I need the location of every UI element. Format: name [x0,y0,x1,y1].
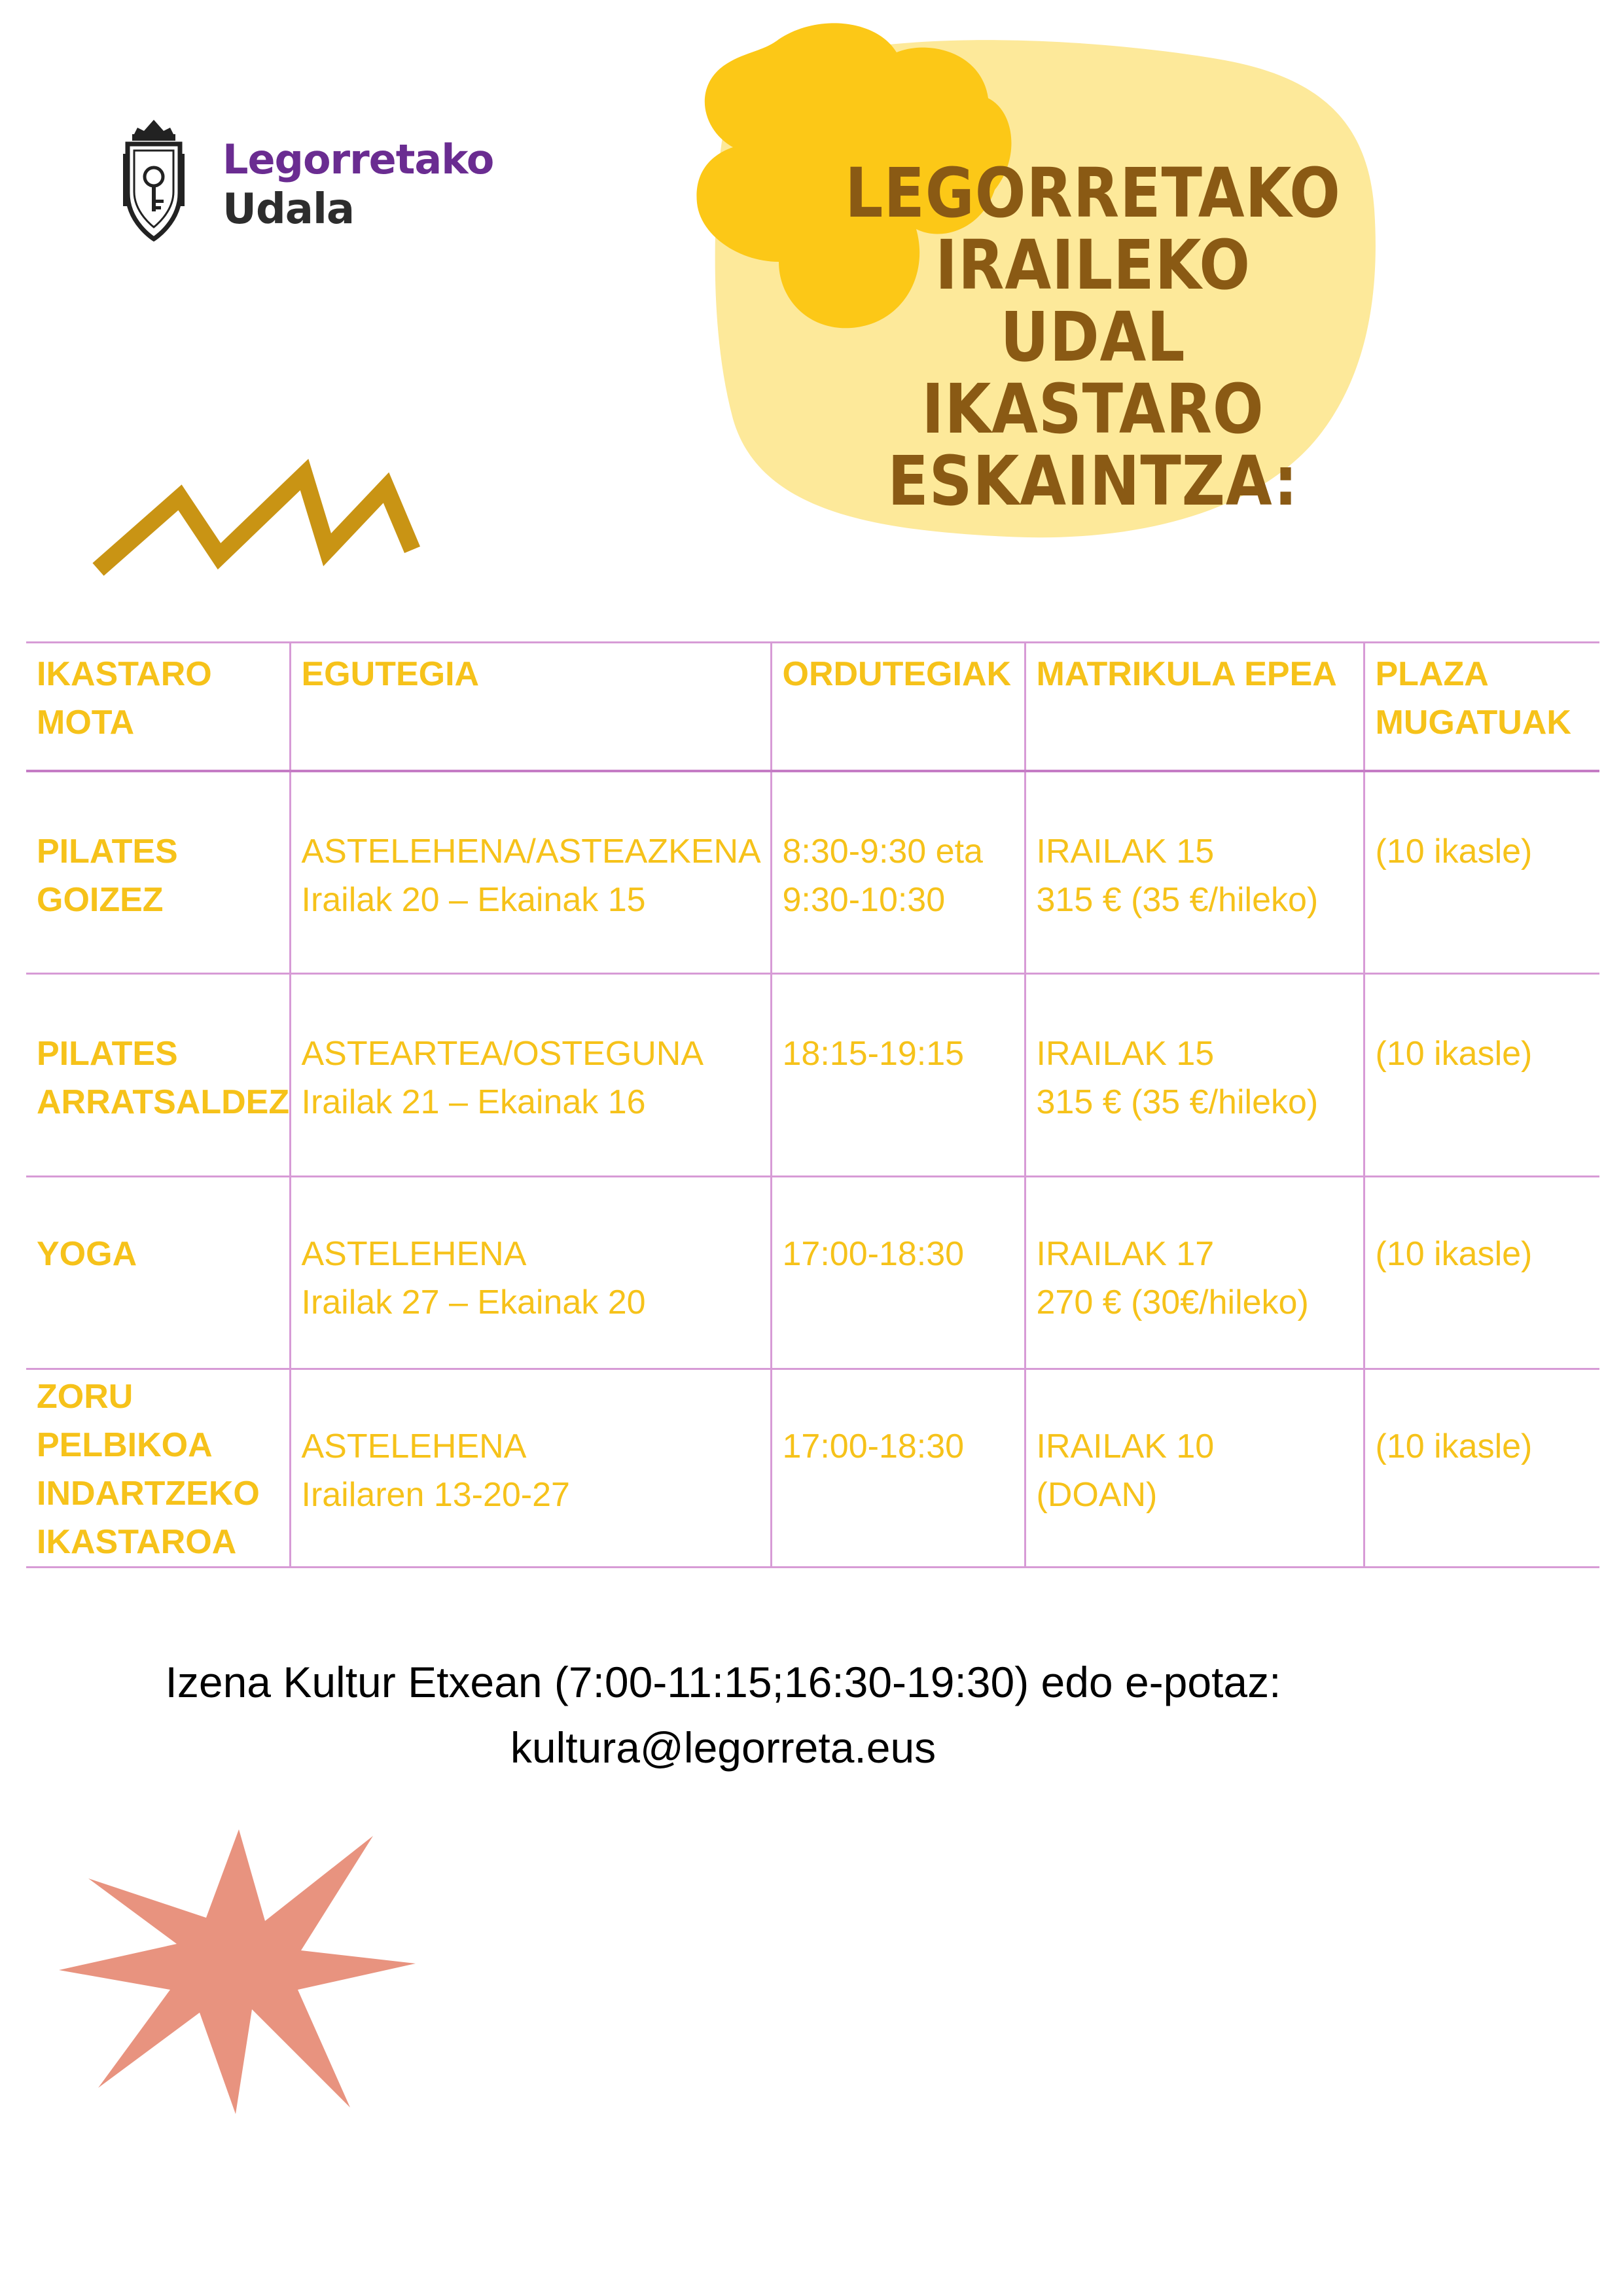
header-calendar [290,643,771,771]
cell-text: IRAILAK 15 [1036,832,1215,870]
cell-text: ASTELEHENA [301,1235,527,1273]
cell-enrollment [1025,1369,1364,1568]
cell-text: PILATES [37,1035,178,1073]
table-header-row [26,643,1599,771]
cell-enrollment [1025,771,1364,974]
cell-calendar [290,1369,771,1568]
eight-point-star-shape [59,1829,416,2114]
cell-text: ZORU [37,1378,134,1416]
logo-title-line2: Udala [223,185,355,234]
cell-places [1364,1177,1599,1369]
cell-calendar [290,771,771,974]
header-limited-places [1364,643,1599,771]
header-schedule [771,643,1025,771]
cell-course-type [26,1177,290,1369]
zigzag-line-shape [98,475,412,569]
table-row [26,974,1599,1177]
cell-text: Irailak 21 – Ekainak 16 [301,1083,646,1121]
cell-text: 270 € (30€/hileko) [1036,1283,1309,1321]
cell-places [1364,1369,1599,1568]
page-title [834,153,1352,521]
logo-title-line1: Legorretako [223,135,494,183]
municipality-logo [111,115,504,252]
cell-text: INDARTZEKO [37,1475,260,1513]
star-decoration [52,1780,425,2121]
cell-places [1364,771,1599,974]
cell-text: (10 ikasle) [1375,832,1533,870]
header-text: ORDUTEGIAK [782,655,1012,693]
course-schedule-table [26,641,1599,1568]
cell-calendar [290,1177,771,1369]
cell-text: (10 ikasle) [1375,1427,1533,1465]
cell-schedule [771,1369,1025,1568]
contact-email: kultura@legorreta.eus [510,1723,936,1772]
title-line: IRAILEKO UDAL [935,225,1251,377]
registration-info [0,1649,1446,1780]
cell-course-type [26,771,290,974]
cell-schedule [771,1177,1025,1369]
cell-text: 315 € (35 €/hileko) [1036,880,1319,919]
cell-schedule [771,771,1025,974]
title-line: LEGORRETAKO [845,153,1341,233]
cell-text: IRAILAK 17 [1036,1235,1215,1273]
header-text: IKASTARO [37,655,212,693]
cell-text: PILATES [37,832,178,870]
cell-text: ASTEARTEA/OSTEGUNA [301,1035,704,1073]
header-text: MUGATUAK [1375,704,1571,742]
cell-text: Irailak 27 – Ekainak 20 [301,1283,646,1321]
cell-text: YOGA [37,1235,137,1273]
cell-text: Irailak 20 – Ekainak 15 [301,880,646,919]
cell-text: (10 ikasle) [1375,1235,1533,1273]
header-text: PLAZA [1375,655,1489,693]
cell-text: IRAILAK 10 [1036,1427,1215,1465]
title-line: IKASTARO [921,369,1264,449]
cell-text: 18:15-19:15 [782,1035,965,1073]
cell-places [1364,974,1599,1177]
zigzag-decoration [85,458,425,589]
title-line: ESKAINTZA: [887,441,1298,521]
cell-text: (DOAN) [1036,1476,1158,1514]
registration-text: Izena Kultur Etxean (7:00-11:15;16:30-19:30) edo e-potaz: [165,1658,1281,1706]
cell-course-type [26,974,290,1177]
cell-calendar [290,974,771,1177]
header-enrollment [1025,643,1364,771]
cell-text: ASTELEHENA [301,1427,527,1465]
cell-text: IKASTAROA [37,1523,237,1561]
cell-enrollment [1025,1177,1364,1369]
cell-text: GOIZEZ [37,880,164,919]
cell-course-type [26,1369,290,1568]
cell-text: ARRATSALDEZ [37,1083,290,1121]
cell-text: 9:30-10:30 [782,880,946,919]
coat-of-arms-icon [118,115,190,245]
cell-text: 8:30-9:30 eta [782,832,983,870]
header-text: EGUTEGIA [301,655,480,693]
header-course-type [26,643,290,771]
cell-text: PELBIKOA [37,1426,213,1464]
table-row [26,771,1599,974]
cell-text: 17:00-18:30 [782,1235,965,1273]
table-row [26,1177,1599,1369]
cell-text: IRAILAK 15 [1036,1035,1215,1073]
cell-text: Irailaren 13-20-27 [301,1476,570,1514]
cell-text: 17:00-18:30 [782,1427,965,1465]
table-row [26,1369,1599,1568]
cell-text: 315 € (35 €/hileko) [1036,1083,1319,1121]
cell-text: ASTELEHENA/ASTEAZKENA [301,832,761,870]
cell-text: (10 ikasle) [1375,1035,1533,1073]
header-text: MOTA [37,704,135,742]
cell-enrollment [1025,974,1364,1177]
cell-schedule [771,974,1025,1177]
header-text: MATRIKULA EPEA [1036,655,1337,693]
